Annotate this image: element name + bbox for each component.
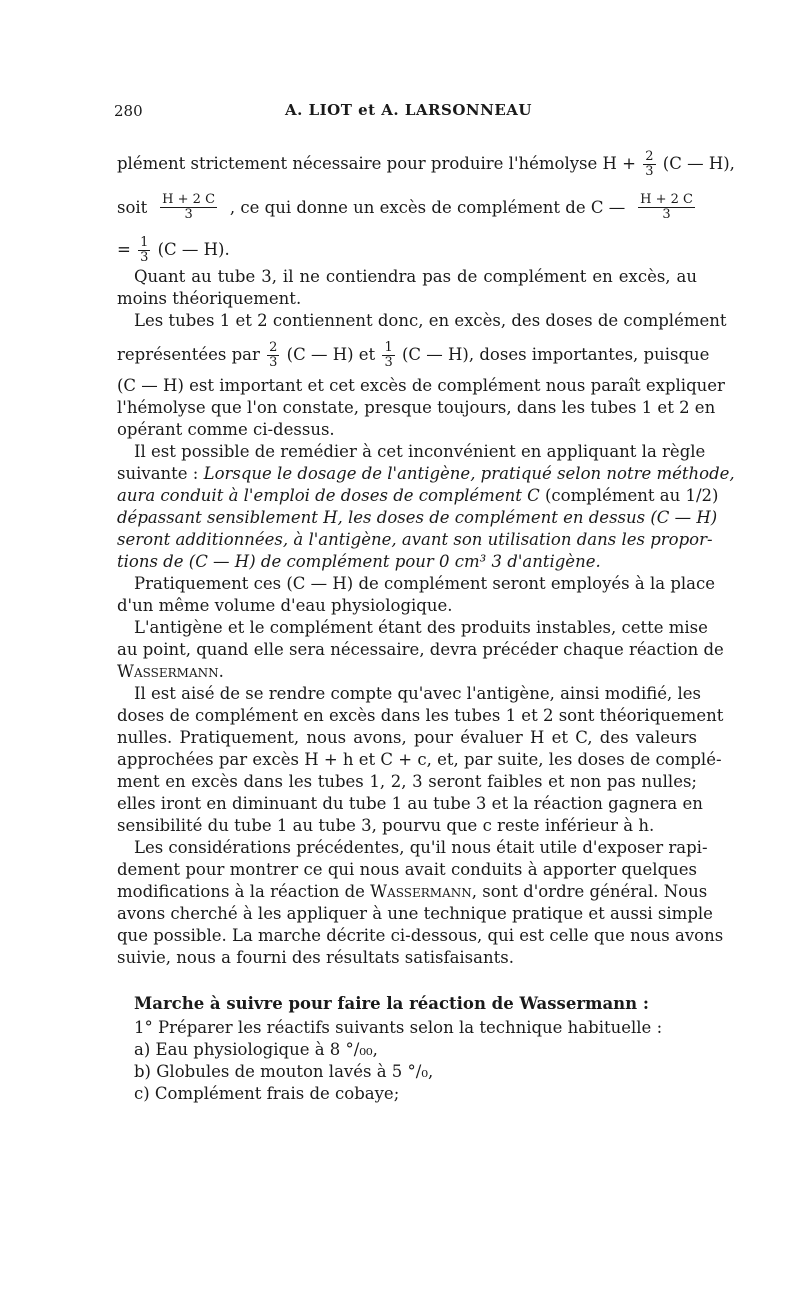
text-line: opérant comme ci-dessus. <box>117 420 335 439</box>
text-line: suivante : Lorsque le dosage de l'antigène, pratiqué selon notre méthode, <box>117 464 735 483</box>
text-line: avons cherché à les appliquer à une technique pratique et aussi simple <box>117 904 713 923</box>
text-line: aura conduit à l'emploi de doses de complément C (complément au 1/2) <box>117 486 719 505</box>
text-line: seront additionnées, à l'antigène, avant son utilisation dans les propor- <box>117 530 713 549</box>
text-line: représentées par $\frac{2}{3}$ (C — H) et $\frac{1}{3}$ (C — H), doses importantes, puisque <box>117 340 710 370</box>
text-line: plément strictement nécessaire pour produire l'hémolyse H + $\frac{2}{3}$ (C — H), <box>117 149 735 179</box>
text-line: (C — H) est important et cet excès de complément nous paraît expliquer <box>117 376 725 395</box>
text-line: = $\frac{1}{3}$ (C — H). <box>117 235 230 265</box>
list-item: a) Eau physiologique à 8 °/₀₀, <box>134 1040 378 1059</box>
text-line: L'antigène et le complément étant des produits instables, cette mise <box>134 618 708 637</box>
text-line: dépassant sensiblement H, les doses de complément en dessus (C — H) <box>117 508 718 527</box>
text-line: d'un même volume d'eau physiologique. <box>117 596 453 615</box>
text-line: Wassermann. <box>117 662 224 681</box>
text-line: que possible. La marche décrite ci-dessous, qui est celle que nous avons <box>117 926 724 945</box>
text-line: Il est aisé de se rendre compte qu'avec l'antigène, ainsi modifié, les <box>134 684 701 703</box>
text-line: approchées par excès H + h et C + c, et, par suite, les doses de complé- <box>117 750 722 769</box>
list-item: 1° Préparer les réactifs suivants selon la technique habituelle : <box>134 1018 663 1037</box>
text-line: tions de (C — H) de complément pour 0 cm³ 3 d'antigène. <box>117 552 601 571</box>
text-line: sensibilité du tube 1 au tube 3, pourvu que c reste inférieur à h. <box>117 816 655 835</box>
text-line: l'hémolyse que l'on constate, presque toujours, dans les tubes 1 et 2 en <box>117 398 716 417</box>
page-number: 280 <box>114 102 143 120</box>
text-line: Les tubes 1 et 2 contiennent donc, en excès, des doses de complément <box>134 311 727 330</box>
fraction-one-third: $\frac{1}{3}$ <box>140 235 149 265</box>
text-line: Il est possible de remédier à cet inconvénient en appliquant la règle <box>134 442 706 461</box>
text-line: modifications à la réaction de Wassermann, sont d'ordre général. Nous <box>117 882 708 901</box>
text-line: Quant au tube 3, il ne contiendra pas de complément en excès, au <box>134 267 697 286</box>
text-line: dement pour montrer ce qui nous avait conduits à apporter quelques <box>117 860 697 879</box>
section-heading: Marche à suivre pour faire la réaction de Wassermann : <box>134 994 649 1013</box>
text-line: suivie, nous a fourni des résultats satisfaisants. <box>117 948 514 967</box>
fraction-h-plus-2c-over-3: $\frac{H + 2 C}{3}$ <box>162 192 216 222</box>
list-item: b) Globules de mouton lavés à 5 °/₀, <box>134 1062 434 1081</box>
text-line: Pratiquement ces (C — H) de complément seront employés à la place <box>134 574 716 593</box>
running-head: A. LIOT et A. LARSONNEAU <box>285 101 532 119</box>
text-line: Les considérations précédentes, qu'il nous était utile d'exposer rapi- <box>134 838 708 857</box>
text-line: doses de complément en excès dans les tubes 1 et 2 sont théoriquement <box>117 706 724 725</box>
text-line: au point, quand elle sera nécessaire, devra précéder chaque réaction de <box>117 640 724 659</box>
text-line: elles iront en diminuant du tube 1 au tube 3 et la réaction gagnera en <box>117 794 703 813</box>
fraction-two-thirds: $\frac{2}{3}$ <box>645 149 654 179</box>
text-line: moins théoriquement. <box>117 289 302 308</box>
fraction-one-third: $\frac{1}{3}$ <box>384 340 393 370</box>
text-line: nulles. Pratiquement, nous avons, pour évaluer H et C, des valeurs <box>117 728 697 747</box>
fraction-two-thirds: $\frac{2}{3}$ <box>269 340 278 370</box>
list-item: c) Complément frais de cobaye; <box>134 1084 400 1103</box>
text-line: ment en excès dans les tubes 1, 2, 3 seront faibles et non pas nulles; <box>117 772 697 791</box>
text-line: soit $\frac{H + 2 C}{3}$ , ce qui donne un excès de complément de C — $\frac{H + 2 C}{3}$ <box>117 192 693 222</box>
fraction-h-plus-2c-over-3: $\frac{H + 2 C}{3}$ <box>640 192 693 222</box>
